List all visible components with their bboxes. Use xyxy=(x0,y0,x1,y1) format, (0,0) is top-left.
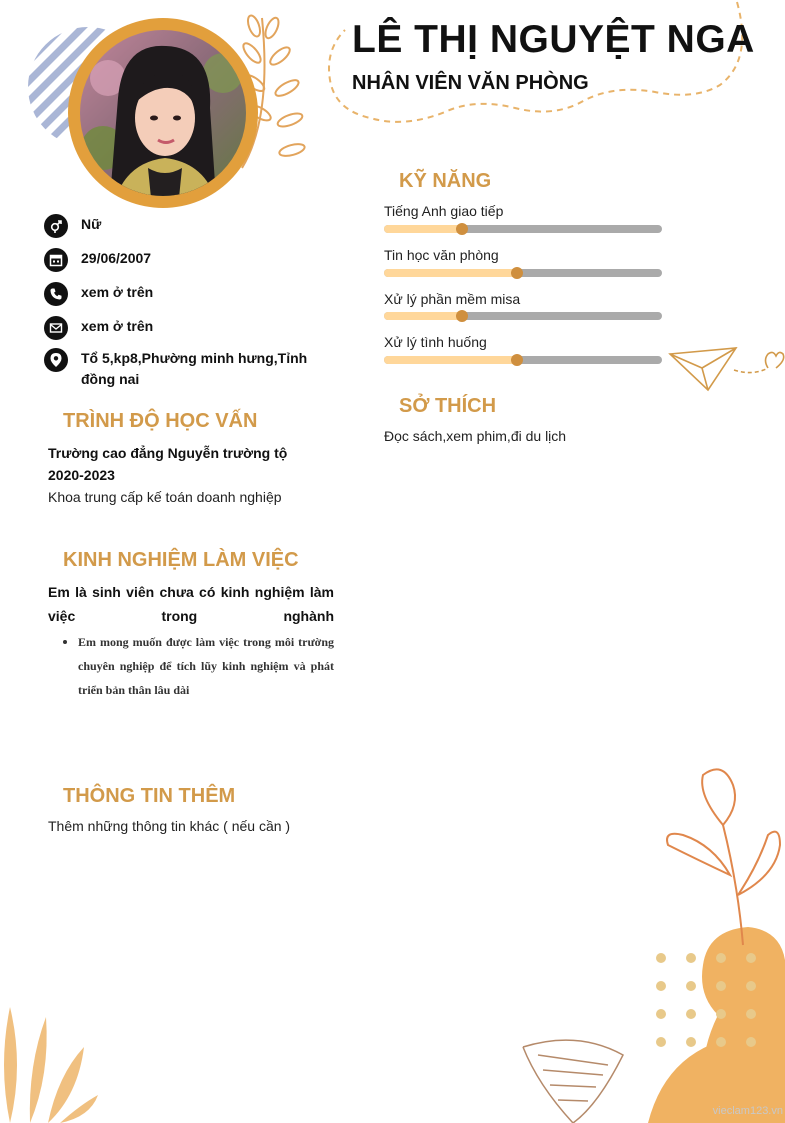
experience-bullet: Em mong muốn được làm việc trong môi trường chuyên nghiệp để tích lũy kinh nghiệm và phát triển bản thân lâu dài xyxy=(78,635,334,697)
extra-info-text: Thêm những thông tin khác ( nếu cần ) xyxy=(48,818,291,834)
skill-bar-knob xyxy=(456,223,468,235)
portrait-illustration xyxy=(68,18,258,208)
gender-icon xyxy=(44,214,68,238)
location-pin-icon xyxy=(44,348,68,372)
job-position: NHÂN VIÊN VĂN PHÒNG xyxy=(352,72,589,94)
gender-value: Nữ xyxy=(81,216,102,232)
hobbies-text: Đọc sách,xem phim,đi du lịch xyxy=(384,428,567,444)
skill-bar xyxy=(384,356,662,364)
bottom-left-leaves-decoration xyxy=(0,995,100,1123)
bottom-right-floral-decoration xyxy=(518,765,785,1123)
skill-bar xyxy=(384,225,662,233)
info-birthdate xyxy=(44,248,314,272)
skill-bar-fill xyxy=(384,269,517,277)
skill-bar xyxy=(384,312,662,320)
skill-bar xyxy=(384,269,662,277)
birthdate-value: 29/06/2007 xyxy=(81,250,152,266)
skills-heading: KỸ NĂNG xyxy=(399,170,492,192)
info-address xyxy=(44,348,314,390)
education-major: Khoa trung cấp kế toán doanh nghiệp xyxy=(48,489,282,505)
skill-bar-fill xyxy=(384,225,462,233)
skill-label: Tin học văn phòng xyxy=(384,247,499,263)
experience-heading: KINH NGHIỆM LÀM VIỆC xyxy=(63,549,299,571)
skill-label: Tiếng Anh giao tiếp xyxy=(384,203,504,219)
paper-plane-decoration xyxy=(668,342,785,394)
skill-bar-knob xyxy=(511,354,523,366)
profile-photo xyxy=(68,18,258,208)
skill-bar-knob xyxy=(456,310,468,322)
info-email xyxy=(44,316,314,340)
skill-bar-fill xyxy=(384,356,517,364)
phone-icon xyxy=(44,282,68,306)
skill-label: Xử lý tình huống xyxy=(384,334,487,350)
address-value: Tổ 5,kp8,Phường minh hưng,Tỉnh đồng nai xyxy=(81,350,308,387)
experience-summary: Em là sinh viên chưa có kinh nghiệm làm việc trong nghành xyxy=(48,584,334,624)
info-phone xyxy=(44,282,314,306)
calendar-icon xyxy=(44,248,68,272)
education-school: Trường cao đẳng Nguyễn trường tộ xyxy=(48,445,288,461)
phone-value: xem ở trên xyxy=(81,284,154,300)
education-years: 2020-2023 xyxy=(48,467,115,483)
hobbies-heading: SỞ THÍCH xyxy=(399,395,497,417)
skill-bar-fill xyxy=(384,312,462,320)
email-value: xem ở trên xyxy=(81,318,154,334)
email-icon xyxy=(44,316,68,340)
extra-info-heading: THÔNG TIN THÊM xyxy=(63,785,236,807)
education-heading: TRÌNH ĐỘ HỌC VẤN xyxy=(63,410,258,432)
watermark: vieclam123.vn xyxy=(712,1105,783,1117)
bullet-dot xyxy=(63,640,67,644)
skill-bar-knob xyxy=(511,267,523,279)
skill-label: Xử lý phần mềm misa xyxy=(384,291,521,307)
info-gender xyxy=(44,214,314,238)
candidate-name: LÊ THỊ NGUYỆT NGA xyxy=(352,18,755,61)
